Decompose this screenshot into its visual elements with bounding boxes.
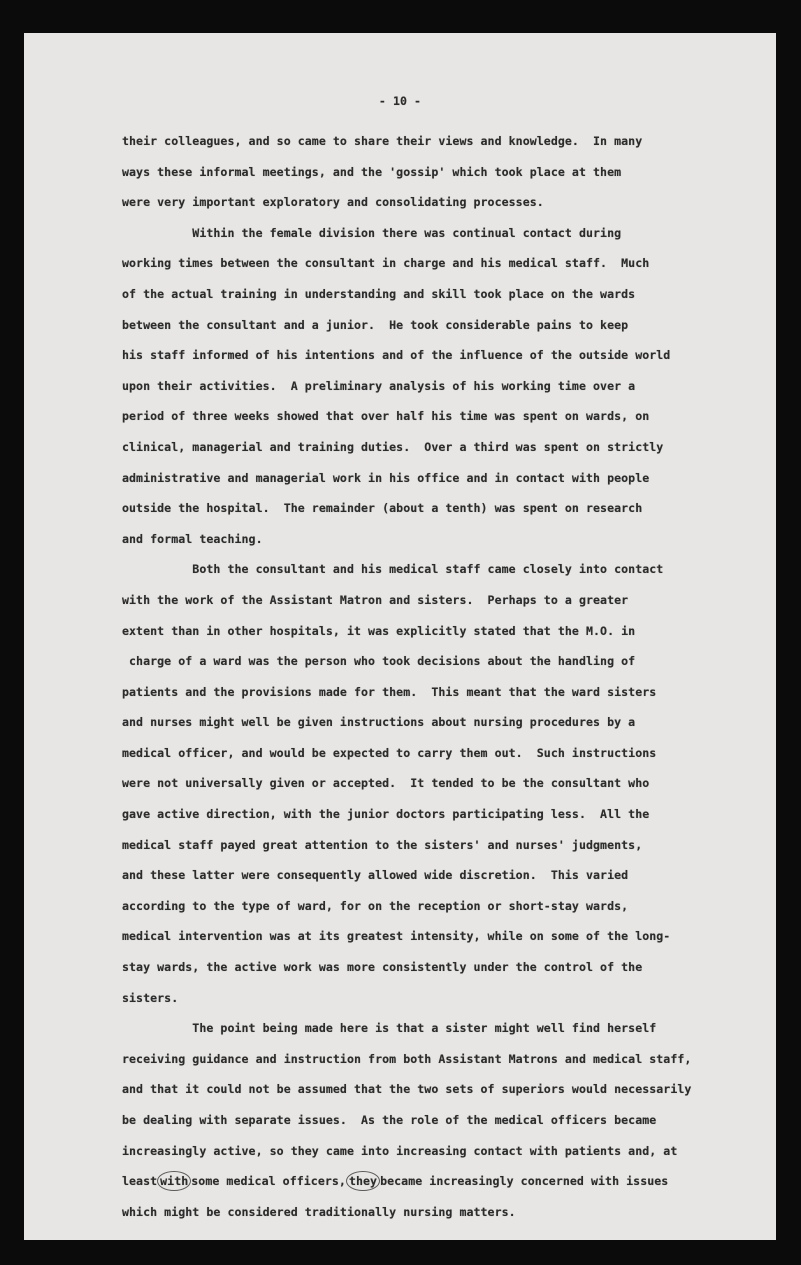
text-line: and formal teaching. — [122, 531, 263, 546]
text-line: were very important exploratory and consolidating processes. — [122, 195, 544, 210]
text-line: with the work of the Assistant Matron and sisters. Perhaps to a greater — [122, 592, 629, 607]
text-line: between the consultant and a junior. He took considerable pains to keep — [122, 317, 629, 332]
body-text — [122, 126, 772, 1227]
text-line: of the actual training in understanding and skill took place on the wards — [122, 286, 636, 301]
text-line: their colleagues, and so came to share their views and knowledge. In many — [122, 134, 643, 148]
text-line: extent than in other hospitals, it was explicitly stated that the M.O. in — [122, 623, 636, 638]
text-line: and these latter were consequently allowed wide discretion. This varied — [122, 868, 629, 883]
page-number: - 10 - — [378, 94, 422, 108]
text-line: charge of a ward was the person who took decisions about the handling of — [122, 654, 636, 669]
text-line: outside the hospital. The remainder (about a tenth) was spent on research — [122, 501, 643, 516]
text-line: be dealing with separate issues. As the role of the medical officers became — [122, 1113, 657, 1127]
text-line: and that it could not be assumed that the two sets of superiors would necessarily — [122, 1082, 692, 1097]
text-line: increasingly active, so they came into increasing contact with patients and, at — [122, 1143, 678, 1158]
text-fragment: least — [122, 1174, 158, 1189]
text-line: administrative and managerial work in his office and in contact with people — [122, 470, 650, 485]
text-line: medical intervention was at its greatest intensity, while on some of the long- — [122, 929, 671, 944]
text-line: The point being made here is that a sister might well find herself — [122, 1021, 657, 1036]
text-line: Both the consultant and his medical staff came closely into contact — [122, 562, 664, 577]
text-line: Within the female division there was continual contact during — [122, 225, 622, 240]
text-line: patients and the provisions made for them. This meant that the ward sisters — [122, 684, 657, 699]
text-line: were not universally given or accepted. It tended to be the consultant who — [122, 776, 650, 791]
text-line: his staff informed of his intentions and of the influence of the outside world — [122, 348, 671, 363]
text-line: gave active direction, with the junior doctors participating less. All the — [122, 807, 650, 822]
text-line: according to the type of ward, for on the reception or short-stay wards, — [122, 898, 629, 913]
handwritten-circle-mark: they — [346, 1171, 380, 1191]
text-line: sisters. — [122, 990, 179, 1005]
text-fragment: became increasingly concerned with issues — [380, 1174, 669, 1189]
document-page — [24, 33, 776, 1240]
text-line: medical staff payed great attention to the sisters' and nurses' judgments, — [122, 837, 643, 852]
text-line: upon their activities. A preliminary analysis of his working time over a — [122, 378, 636, 393]
marked-text-line — [122, 1166, 772, 1197]
text-line: period of three weeks showed that over half his time was spent on wards, on — [122, 409, 650, 424]
text-line: and nurses might well be given instructions about nursing procedures by a — [122, 715, 636, 730]
text-line: working times between the consultant in charge and his medical staff. Much — [122, 256, 650, 271]
text-line: stay wards, the active work was more consistently under the control of the — [122, 960, 643, 975]
text-line: clinical, managerial and training duties. Over a third was spent on strictly — [122, 439, 664, 454]
text-line: ways these informal meetings, and the 'gossip' which took place at them — [122, 164, 622, 179]
text-line: receiving guidance and instruction from both Assistant Matrons and medical staff, — [122, 1051, 692, 1066]
text-line: medical officer, and would be expected to carry them out. Such instructions — [122, 745, 657, 760]
text-fragment: some medical officers, — [191, 1174, 346, 1189]
handwritten-circle-mark: with — [157, 1171, 191, 1191]
text-line: which might be considered traditionally nursing matters. — [122, 1204, 516, 1219]
